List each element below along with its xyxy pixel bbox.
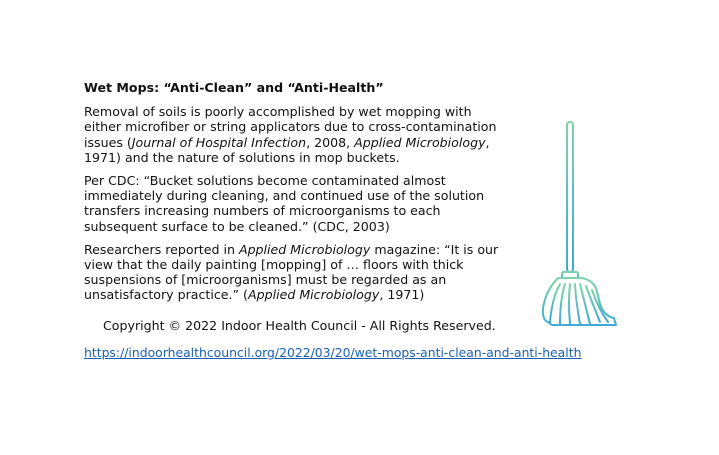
article: [84, 80, 504, 311]
article-link[interactable]: https://indoorhealthcouncil.org/2022/03/20/wet-mops-anti-clean-and-anti-health: [84, 345, 582, 360]
paragraph-cdc-quote: Per CDC: “Bucket solutions become contaminated almost immediately during cleaning, and continued use of the solution transfers increasing numbers of microorganisms to each subsequent surface to be cleaned.” (CDC, 2003): [84, 173, 485, 234]
copyright-notice: Copyright © 2022 Indoor Health Council - All Rights Reserved.: [103, 318, 496, 333]
journal-citation: Applied Microbiology: [247, 287, 380, 303]
journal-citation: Applied Microbiology: [238, 241, 371, 257]
journal-citation: Applied Microbiology: [354, 134, 486, 150]
article-title: Wet Mops: “Anti-Clean” and “Anti-Health”: [84, 80, 384, 95]
paragraph-soil-removal: Removal of soils is poorly accomplished by wet mopping with either microfiber or string applicators due to cross-contamination issues (Journal of Hospital Infection, 2008, Applied Microbiology, 1971) and the nature of solutions in mop buckets.: [84, 104, 497, 165]
journal-citation: Journal of Hospital Infection: [131, 134, 307, 150]
mop-icon: [538, 118, 622, 332]
paragraph-researchers: Researchers reported in Applied Microbiology magazine: “It is our view that the daily painting [mopping] of … floors with thick suspensions of [microorganisms] must be regarded as an unsatisfactory practice.” (Applied Microbiology, 1971): [84, 241, 499, 303]
